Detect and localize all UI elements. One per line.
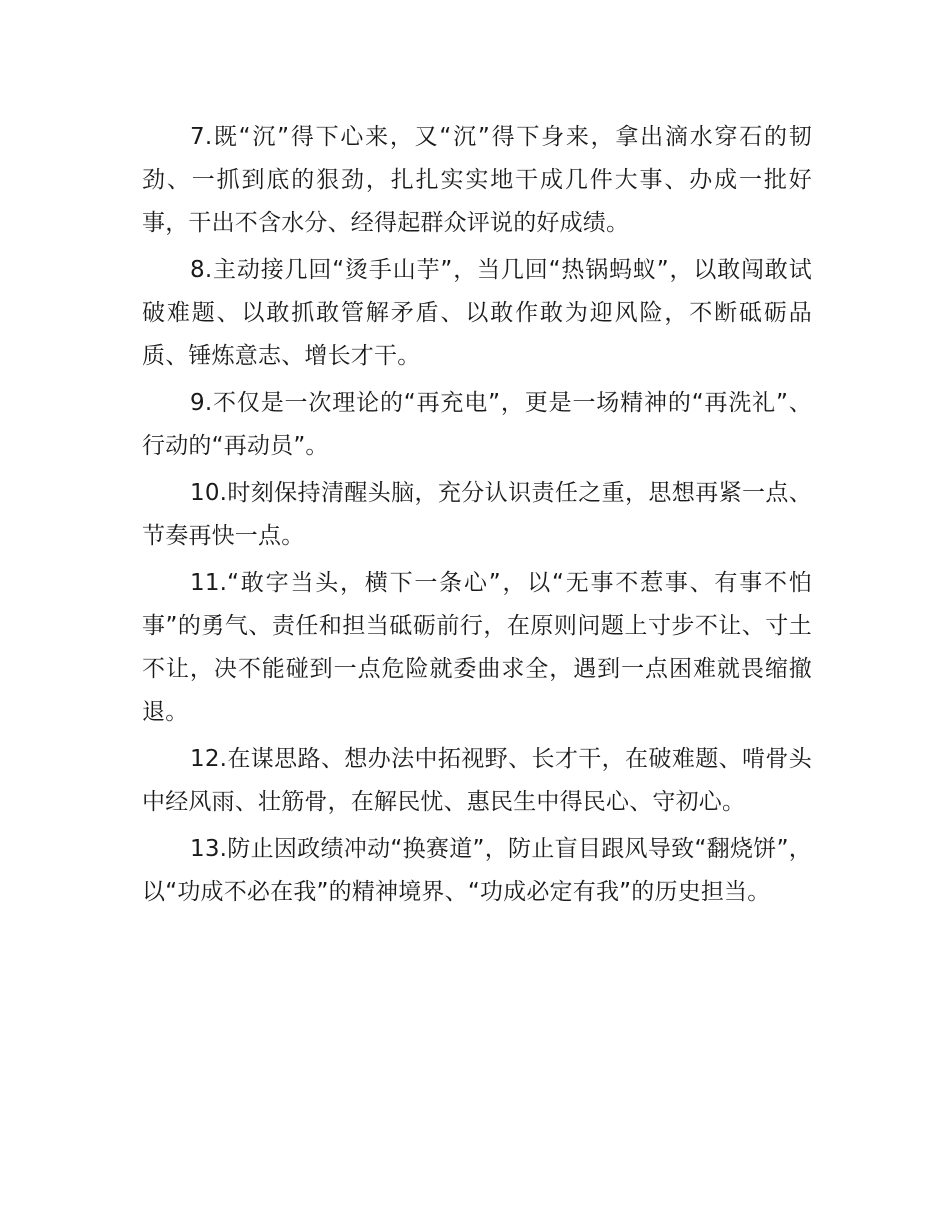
paragraph-12: 12.在谋思路、想办法中拓视野、长才干，在破难题、啃骨头中经风雨、壮筋骨，在解民忧、惠民生中得民心、守初心。 (142, 746, 812, 815)
paragraph-11: 11.“敢字当头，横下一条心”，以“无事不惹事、有事不怕事”的勇气、责任和担当砥砺前行，在原则问题上寸步不让、寸土不让，决不能碰到一点危险就委曲求全，遇到一点困难就畏缩撤退。 (142, 570, 812, 725)
paragraph-9: 9.不仅是一次理论的“再充电”，更是一场精神的“再洗礼”、行动的“再动员”。 (142, 390, 812, 459)
paragraph-7: 7.既“沉”得下心来，又“沉”得下身来，拿出滴水穿石的韧劲、一抓到底的狠劲，扎扎实实地干成几件大事、办成一批好事，干出不含水分、经得起群众评说的好成绩。 (142, 124, 812, 236)
document-body (142, 116, 812, 918)
paragraph-8: 8.主动接几回“烫手山芋”，当几回“热锅蚂蚁”，以敢闯敢试破难题、以敢抓敢管解矛盾、以敢作敢为迎风险，不断砥砺品质、锤炼意志、增长才干。 (142, 257, 812, 369)
paragraph-10: 10.时刻保持清醒头脑，充分认识责任之重，思想再紧一点、节奏再快一点。 (142, 480, 812, 549)
paragraph-13: 13.防止因政绩冲动“换赛道”，防止盲目跟风导致“翻烧饼”，以“功成不必在我”的精神境界、“功成必定有我”的历史担当。 (142, 836, 812, 905)
